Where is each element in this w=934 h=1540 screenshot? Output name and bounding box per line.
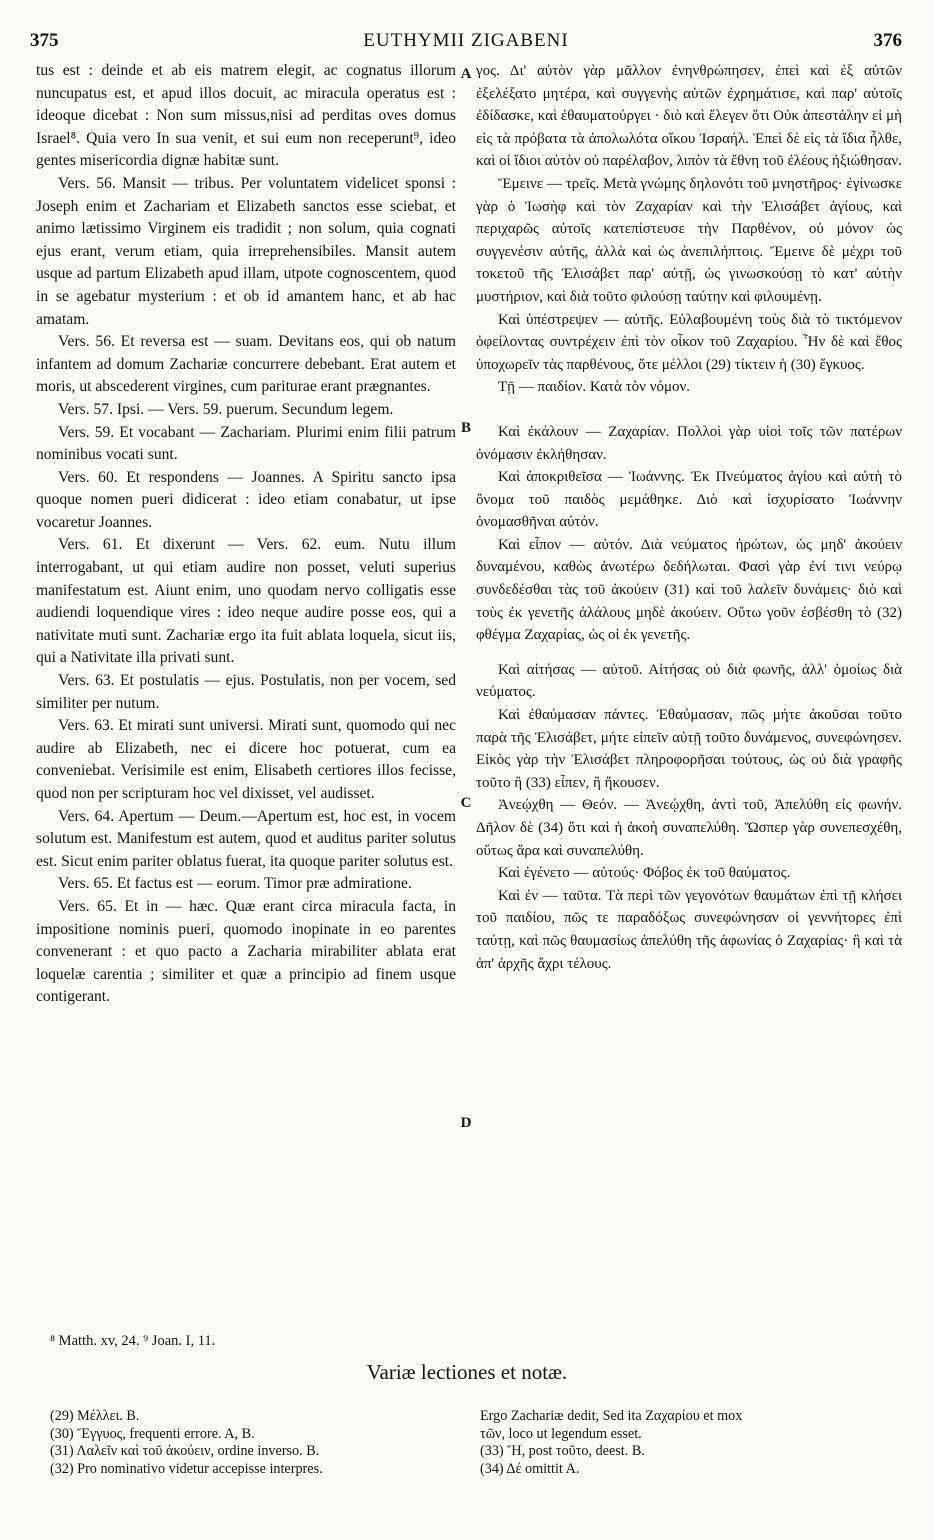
latin-paragraph: Vers. 59. Et vocabant — Zachariam. Plurimi enim filii patrum nominibus vocati sunt.: [36, 423, 456, 464]
greek-paragraph: Καὶ ἐκάλουν — Ζαχαρίαν. Πολλοὶ γὰρ υἱοὶ τοῖς τῶν πατέρων ὀνόμασιν ἐκλήθησαν.: [476, 423, 902, 463]
greek-paragraph: Τῇ — παιδίον. Κατὰ τὸν νόμον.: [498, 379, 691, 396]
footnotes: ⁸ Matth. xv, 24. ⁹ Joan. I, 11.: [50, 1333, 216, 1349]
variae-lectiones-heading: Variæ lectiones et notæ.: [366, 1360, 568, 1384]
greek-paragraph: Καὶ ἐν — ταῦτα. Τὰ περὶ τῶν γεγονότων θαυμάτων ἐπὶ τῇ κλήσει τοῦ παιδίου, πῶς τε παραδόξως συνεφώνησαν οἱ γεννήτορες ἐπὶ ταύτῃ, καὶ πῶς θαυμασίως ἀπελύθη τῆς ἀφωνίας ὁ Ζαχαρίας· ἢ καὶ τὰ ἀπ' ἀρχῆς ἄχρι τέλους.: [476, 887, 902, 972]
latin-paragraph: Vers. 63. Et postulatis — ejus. Postulatis, non per vocem, sed similiter per nutum.: [36, 672, 456, 712]
note-line: (33) Ἤ, post τοῦτο, deest. B.: [480, 1443, 645, 1459]
greek-column: [476, 60, 902, 975]
latin-paragraph: Vers. 65. Et factus est — eorum. Timor præ admiratione.: [58, 875, 412, 893]
latin-paragraph: Vers. 63. Et mirati sunt universi. Mirati sunt, quomodo qui nec audire ab Elizabeth, nec ei dicere hoc potuerat, cum ea conveniebat. Verisimile est enim, Elisabeth certiores illos fecisse, quod non per scripturam hoc vel dixisset, vel audisset.: [36, 717, 456, 802]
latin-paragraph: Vers. 60. Et respondens — Joannes. A Spiritu sancto ipsa quoque nomen pueri didicerat : ideo etiam conabatur, ut ipse vocaretur Joannes.: [36, 468, 456, 531]
latin-paragraph: Vers. 64. Apertum — Deum.—Apertum est, hoc est, in vocem solutum est. Manifestum est autem, quod et auditus pariter solutus est. Sicut enim pariter oblatus fuerat, ita quoque pariter solutus est.: [36, 807, 456, 870]
greek-paragraph: Καὶ ἐγένετο — αὐτούς· Φόβος ἐκ τοῦ θαύματος.: [498, 865, 791, 882]
page-header: [30, 30, 902, 60]
notes-left-column: [50, 1408, 470, 1478]
notes-right-column: [480, 1408, 900, 1478]
section-marker-c: C: [460, 795, 472, 811]
note-line: (31) Λαλεῖν καὶ τοῦ ἀκούειν, ordine inverso. B.: [50, 1443, 320, 1459]
note-line: Ergo Zachariæ dedit, Sed ita Ζαχαρίου et mox: [480, 1408, 743, 1424]
greek-paragraph: Ἀνεῴχθη — Θεόν. — Ἀνεῴχθη, ἀντὶ τοῦ, Ἀπελύθη εἰς φωνήν. Δῆλον δὲ (34) ὅτι καὶ ἡ ἀκοὴ συναπελύθη. Ὥσπερ γὰρ συνεπεσχέθη, οὕτως ἄρα καὶ συναπελύθη.: [476, 797, 902, 859]
note-line: (34) Δέ omittit A.: [480, 1460, 580, 1477]
greek-paragraph: Ἔμεινε — τρεῖς. Μετὰ γνώμης δηλονότι τοῦ μνηστῆρος· ἐγίνωσκε γὰρ ὁ Ἰωσὴφ καὶ τὸν Ζαχαρίαν καὶ τὴν Ἐλισάβετ ἁγίους, καὶ περιχαρῶς αὐτοῖς κατεπίστευσε τὴν Παρθένον, οὐ μόνον ὡς συγγενέσιν αὐτῆς, ἀλλὰ καὶ ὡς ἀνεπιλήπτοις. Ἔμεινε δὲ μέχρι τοῦ τοκετοῦ τῆς Ἐλισάβετ παρ' αὐτῇ, ὡς γινωσκούσῃ τὸ κατ' αὐτὴν μυστήριον, καὶ διὰ τοῦτο φιλούσῃ ταύτην καὶ φιλουμένῃ.: [476, 175, 902, 305]
greek-paragraph: Καὶ αἰτήσας — αὐτοῦ. Αἰτήσας οὐ διὰ φωνῆς, ἀλλ' ὁμοίως διὰ νεύματος.: [476, 661, 902, 701]
latin-paragraph: Vers. 56. Et reversa est — suam. Devitans eos, qui ob natum infantem ad domum Zachariæ concurrere debebant. Erat autem et moris, ut abscederent virgines, cum pariturae erant prægnantes.: [36, 333, 456, 396]
section-marker-d: D: [460, 1115, 472, 1131]
running-title: EUTHYMII ZIGABENI: [363, 30, 569, 51]
latin-paragraph: Vers. 56. Mansit — tribus. Per voluntatem videlicet sponsi : Joseph enim et Zachariam et Elizabeth sanctos esse sciebat, et animo lætissimo Virginem eis tradidit ; non solum, quia cognati ejus erant, verum etiam, quia irreprehensibiles. Mansit autem usque ad partum Elizabeth apud illam, utpote cognoscentem, quod in se agebatur mysterium : et ob id amantem hanc, et ab hac amatam.: [36, 174, 456, 328]
latin-paragraph: Vers. 57. Ipsi. — Vers. 59. puerum. Secundum legem.: [58, 400, 394, 418]
section-marker-a: A: [460, 66, 472, 82]
section-marker-b: B: [460, 420, 471, 436]
note-line: (30) Ἔγγυος, frequenti errore. A, B.: [50, 1425, 255, 1442]
greek-paragraph: Καὶ εἶπον — αὐτόν. Διὰ νεύματος ἠρώτων, ὡς μηδ' ἀκούειν δυναμένου, καθὼς ἀνωτέρω δεδήλωται. Φασὶ γὰρ ἐνί τινι νεύρῳ συνδεδέσθαι τὰς τοῦ ἀκούειν (31) καὶ τοῦ λαλεῖν δυνάμεις· διὸ καὶ τοὺς ἐκ γενετῆς ἀλάλους μηδὲ ἀκούειν. Οὕτω γοῦν ἐσβέσθη τὸ (32) φθέγμα Ζαχαρίας, ὡς οἱ ἐκ γενετῆς.: [476, 536, 902, 644]
note-line: (29) Μέλλει. B.: [50, 1408, 140, 1424]
greek-paragraph: Καὶ ἐθαύμασαν πάντες. Ἐθαύμασαν, πῶς μήτε ἀκοῦσαι τοῦτο παρὰ τῆς Ἐλισάβετ, μήτε εἰπεῖν αὐτῇ τοῦτο δυνάμενος, συνεφώνησεν. Εἰκὸς γὰρ τὴν Ἐλισάβετ πληροφορῆσαι τούτους, ὡς οὐ διὰ γραφῆς τοῦτο ἢ (33) εἶπεν, ἢ ἤκουσεν.: [476, 707, 902, 791]
latin-paragraph: tus est : deinde et ab eis matrem elegit, ac cognatus illorum nuncupatus est, et apud illos docuit, ac miracula operatus est : ideoque dicebat : Non sum missus,nisi ad perditas oves domus Israel⁸. Quia vero In sua venit, et sui eum non receperunt⁹, ideo gentes misericordia dignæ habitæ sunt.: [36, 62, 456, 170]
page-number-right: 376: [873, 30, 902, 51]
latin-column: [36, 60, 456, 1009]
page-number-left: 375: [30, 30, 59, 51]
note-line: τῶν, loco ut legendum esset.: [480, 1425, 642, 1442]
latin-paragraph: Vers. 61. Et dixerunt — Vers. 62. eum. Nutu illum interrogabant, ut qui etiam audire non posset, veluti superius manifestatum est. Aiunt enim, uno quodam nervo colligatis esse audiendi loquendique vires : ideo neque audire posse eos, qui a nativitate muti sunt. Zachariæ ergo ita fuit ablata loquela, sicut iis, qui a Nativitate illa privati sunt.: [36, 536, 456, 667]
latin-paragraph: Vers. 65. Et in — hæc. Quæ erant circa miracula facta, in impositione nominis pueri, quomodo inopinate in eo parentes convenerant : et quo pacto a Zacharia mirabiliter ablata erat loquelæ carentia ; similiter et quæ a principio ad finem usque contigerant.: [36, 897, 456, 1006]
greek-paragraph: Καὶ ἀποκριθεῖσα — Ἰωάννης. Ἐκ Πνεύματος ἁγίου καὶ αὐτὴ τὸ ὄνομα τοῦ παιδὸς μεμάθηκε. Διὸ καὶ ἰσχυρίσατο Ἰωάννην ὀνομασθῆναι αὐτόν.: [476, 469, 902, 531]
note-line: (32) Pro nominativo videtur accepisse interpres.: [50, 1460, 323, 1477]
greek-paragraph: γος. Δι' αὐτὸν γὰρ μᾶλλον ἐνηνθρώπησεν, ἐπεὶ καὶ ἐξ αὐτῶν ἐξελέξατο μητέρα, καὶ συγγενὴς αὐτῶν ἐχρημάτισε, καὶ παρ' αὐτοῖς ἐδίδασκε, καὶ ἐθαυματούργει · διὸ καὶ ἔλεγεν ὅτι Οὐκ ἀπεστάλην εἰ μὴ εἰς τὰ πρόβατα τὰ ἀπολωλότα οἴκου Ἰσραήλ. Ἐπεὶ δὲ εἰς τὰ ἴδια ἦλθε, καὶ οἱ ἴδιοι αὐτὸν οὐ παρέλαβον, λιπὸν τὰ ἔθνη τοῦ ἐλέους ἠξιώθησαν.: [476, 63, 902, 170]
greek-paragraph: Καὶ ὑπέστρεψεν — αὐτῆς. Εὐλαβουμένη τοὺς διὰ τὸ τικτόμενον ὀφείλοντας συντρέχειν ἐπὶ τὸν οἶκον τοῦ Ζαχαρίου. Ἦν δὲ καὶ ἔθος ὑποχωρεῖν τὰς παρθένους, ὅτε μέλλοι (29) τίκτειν ἡ (30) ἔγκυος.: [476, 311, 902, 373]
